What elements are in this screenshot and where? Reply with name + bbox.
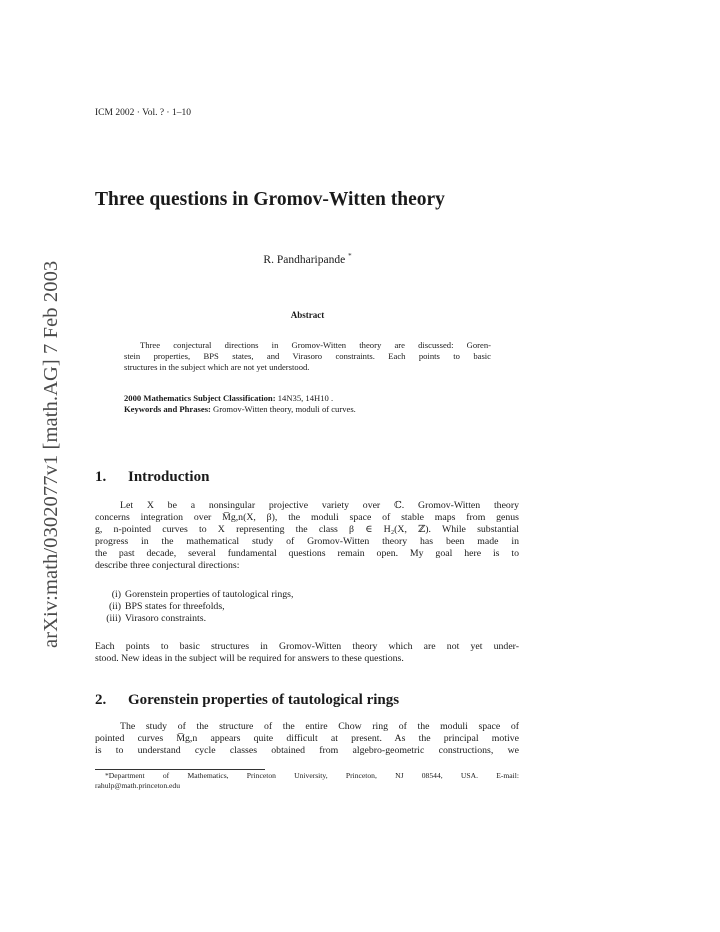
text-line: pointed curves M̅g,n appears quite difficult at present. As the principal motive bbox=[95, 733, 519, 744]
abstract-body bbox=[124, 340, 491, 373]
list-item-label: (i) bbox=[111, 589, 121, 600]
list-item-text: BPS states for threefolds, bbox=[125, 601, 225, 612]
keywords-label: Keywords and Phrases: bbox=[124, 404, 211, 414]
footnote-line: rahulp@math.princeton.edu bbox=[95, 781, 181, 790]
text-line: g, n-pointed curves to X representing the class β ∈ H₂(X, ℤ). While substantial bbox=[95, 524, 519, 535]
intro-paragraph-2 bbox=[95, 641, 519, 665]
list-item-label: (ii) bbox=[109, 601, 121, 612]
keywords-value: Gromov-Witten theory, moduli of curves. bbox=[210, 404, 356, 414]
classification-block bbox=[124, 393, 491, 415]
text-line: the past decade, several fundamental questions remain open. My goal here is to bbox=[95, 548, 519, 559]
abstract-line: Three conjectural directions in Gromov-Witten theory are discussed: Goren- bbox=[140, 340, 491, 350]
list-item bbox=[95, 589, 293, 601]
section-number: 1. bbox=[95, 469, 107, 485]
author-footnote-mark: * bbox=[348, 252, 352, 260]
footnote bbox=[95, 771, 519, 791]
text-line: concerns integration over M̅g,n(X, β), the moduli space of stable maps from genus bbox=[95, 512, 519, 523]
text-line: stood. New ideas in the subject will be required for answers to these questions. bbox=[95, 653, 404, 664]
author-line bbox=[95, 252, 520, 266]
abstract-heading: Abstract bbox=[290, 310, 325, 320]
list-item-text: Virasoro constraints. bbox=[125, 613, 207, 624]
gorenstein-paragraph-1 bbox=[95, 721, 519, 757]
paper-title: Three questions in Gromov-Witten theory bbox=[95, 189, 445, 210]
list-item bbox=[95, 613, 293, 625]
list-item-label: (iii) bbox=[106, 613, 121, 624]
abstract-line: structures in the subject which are not yet understood. bbox=[124, 362, 310, 372]
section-heading-introduction bbox=[95, 469, 209, 486]
abstract-line: stein properties, BPS states, and Virasoro constraints. Each points to basic bbox=[124, 351, 491, 361]
list-item-text: Gorenstein properties of tautological rings, bbox=[125, 589, 294, 600]
text-line: Let X be a nonsingular projective variety over ℂ. Gromov-Witten theory bbox=[120, 500, 519, 511]
intro-paragraph-1 bbox=[95, 500, 519, 572]
author-name: R. Pandharipande bbox=[263, 253, 346, 266]
section-title: Gorenstein properties of tautological rings bbox=[128, 692, 400, 708]
section-title: Introduction bbox=[128, 469, 210, 485]
footnote-rule bbox=[95, 769, 265, 770]
list-item bbox=[95, 601, 293, 613]
msc-value: 14N35, 14H10 . bbox=[275, 393, 334, 403]
section-number: 2. bbox=[95, 692, 107, 708]
text-line: Each points to basic structures in Gromov-Witten theory which are not yet under- bbox=[95, 641, 519, 652]
arxiv-stamp: arXiv:math/0302077v1 [math.AG] 7 Feb 2003 bbox=[40, 260, 62, 648]
running-header: ICM 2002 · Vol. ? · 1–10 bbox=[95, 108, 191, 118]
text-line: describe three conjectural directions: bbox=[95, 560, 240, 571]
text-line: progress in the mathematical study of Gromov-Witten theory has been made in bbox=[95, 536, 519, 547]
msc-label: 2000 Mathematics Subject Classification: bbox=[124, 393, 276, 403]
msc-line bbox=[124, 393, 491, 404]
keywords-line bbox=[124, 404, 491, 415]
text-line: is to understand cycle classes obtained from algebro-geometric constructions, we bbox=[95, 745, 519, 756]
directions-list bbox=[95, 589, 293, 625]
footnote-line: *Department of Mathematics, Princeton University, Princeton, NJ 08544, USA. E-mail: bbox=[105, 771, 519, 780]
section-heading-gorenstein bbox=[95, 692, 399, 709]
text-line: The study of the structure of the entire Chow ring of the moduli space of bbox=[120, 721, 519, 732]
